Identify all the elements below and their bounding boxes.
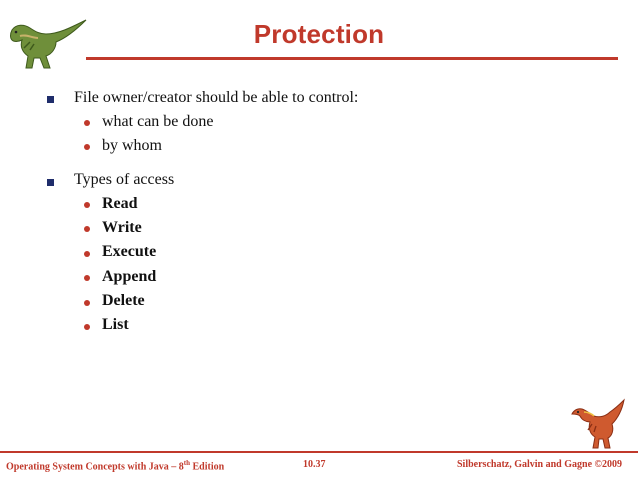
access-type-append: Append <box>102 268 157 285</box>
footer-copyright: Silberschatz, Galvin and Gagne ©2009 <box>457 459 622 470</box>
footer-rule <box>0 451 638 453</box>
red-dinosaur-icon <box>570 396 630 450</box>
dot-bullet-icon <box>84 120 90 126</box>
bullet-1-sub-1: what can be done <box>102 113 214 130</box>
bullet-1-sub-2: by whom <box>102 137 162 154</box>
dot-bullet-icon <box>84 324 90 330</box>
access-type-execute: Execute <box>102 243 157 260</box>
dot-bullet-icon <box>84 202 90 208</box>
dot-bullet-icon <box>84 144 90 150</box>
access-type-write: Write <box>102 219 142 236</box>
dot-bullet-icon <box>84 275 90 281</box>
slide-title: Protection <box>253 19 385 49</box>
dot-bullet-icon <box>84 251 90 257</box>
access-type-read: Read <box>102 195 138 212</box>
access-type-delete: Delete <box>102 292 145 309</box>
square-bullet-icon <box>47 96 54 103</box>
dot-bullet-icon <box>84 226 90 232</box>
bullet-2: Types of access <box>74 171 175 188</box>
access-type-list: List <box>102 316 129 333</box>
square-bullet-icon <box>47 179 54 186</box>
dot-bullet-icon <box>84 300 90 306</box>
bullet-1: File owner/creator should be able to control: <box>74 89 359 106</box>
footer-book-title: Operating System Concepts with Java – 8th Edition <box>6 459 225 473</box>
footer-page-number: 10.37 <box>303 459 326 470</box>
